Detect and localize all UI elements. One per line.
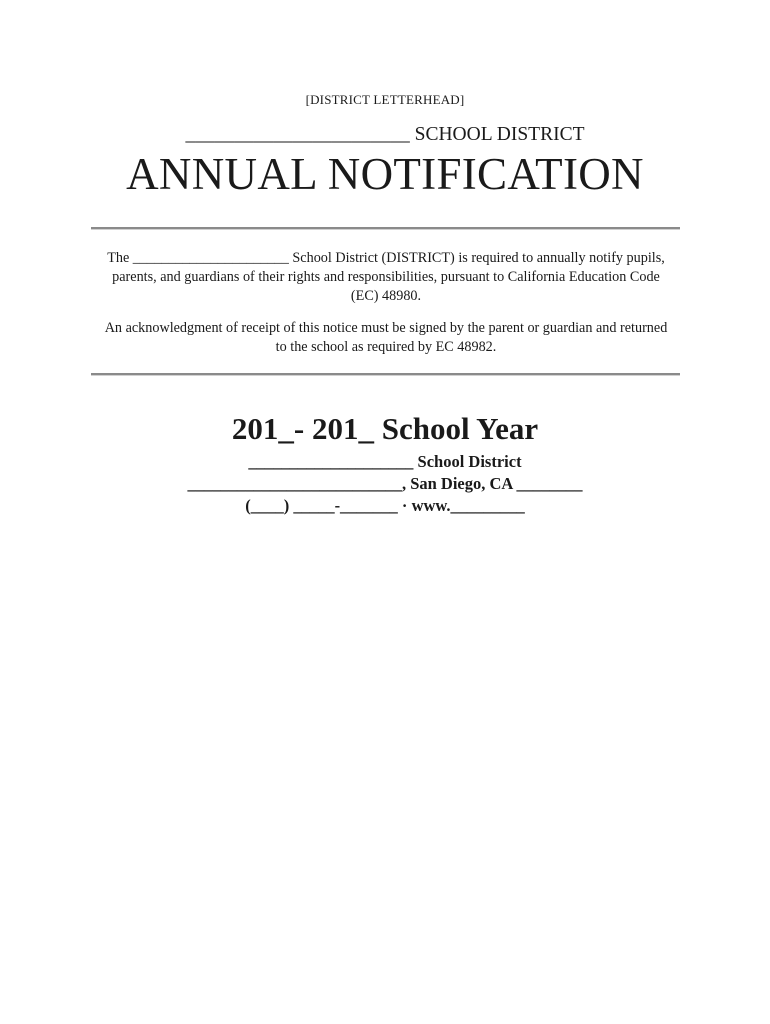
school-district-heading: _______________________ SCHOOL DISTRICT [185, 124, 585, 145]
contact-district-line: ____________________ School District [248, 452, 522, 471]
acknowledgment-paragraph: An acknowledgment of receipt of this notice must be signed by the parent or guardian and returned to the school as required by EC 48982. [104, 320, 668, 355]
bottom-divider [91, 373, 680, 375]
top-divider [91, 227, 680, 229]
contact-address-line: __________________________, San Diego, CA ________ [187, 474, 583, 493]
notification-paragraph: The ______________________ School District (DISTRICT) is required to annually notify pupils, parents, and guardians of their rights and responsibilities, pursuant to California Education Code (EC) 48980. [107, 250, 665, 304]
letterhead-placeholder: [DISTRICT LETTERHEAD] [305, 92, 465, 107]
school-year-heading: 201_- 201_ School Year [231, 411, 539, 446]
contact-phone-web-line: (____) _____-_______ · www._________ [245, 496, 525, 515]
page-title: ANNUAL NOTIFICATION [126, 149, 644, 199]
